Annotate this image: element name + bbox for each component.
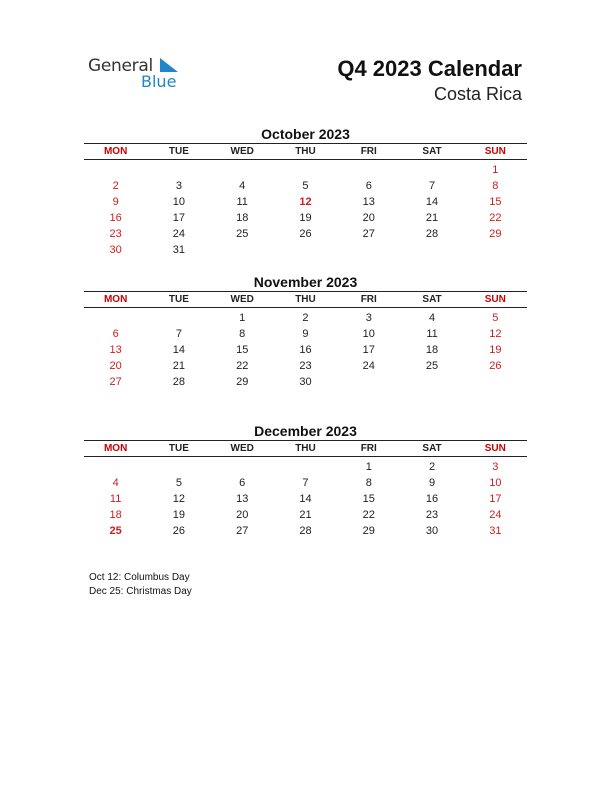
calendar-title: Q4 2023 Calendar <box>337 56 522 81</box>
day-cell: 9 <box>428 477 436 489</box>
day-cell: 17 <box>362 344 375 356</box>
day-cell: 24 <box>362 360 375 372</box>
day-cell: 25 <box>236 228 249 240</box>
country-subtitle: Costa Rica <box>433 84 522 104</box>
month-december <box>84 422 527 539</box>
day-cell: 22 <box>362 509 375 521</box>
day-cell: 11 <box>426 328 438 340</box>
day-cell: 14 <box>172 344 186 356</box>
day-cell: 31 <box>489 525 502 537</box>
week-row <box>84 475 527 491</box>
day-cell: 10 <box>172 196 186 208</box>
day-cell: 25 <box>109 525 122 537</box>
day-cell: 27 <box>362 228 375 240</box>
day-cell: 5 <box>175 477 182 489</box>
holiday-item: Dec 25: Christmas Day <box>89 586 192 597</box>
week-row <box>84 242 527 258</box>
week-row <box>84 491 527 507</box>
day-cell <box>84 162 147 178</box>
day-cell: 4 <box>112 477 119 489</box>
day-cell: 21 <box>299 509 312 521</box>
day-cell: 19 <box>299 212 312 224</box>
week-row <box>84 358 527 374</box>
day-cell <box>337 242 400 258</box>
day-cell <box>147 459 210 475</box>
day-cell: 21 <box>172 360 186 372</box>
day-cell: 3 <box>365 312 372 324</box>
day-cell: 23 <box>425 509 439 521</box>
weekday-header-row <box>84 441 527 456</box>
day-cell <box>337 374 400 390</box>
day-cell: 10 <box>362 328 375 340</box>
day-cell: 29 <box>236 376 249 388</box>
week-row <box>84 342 527 358</box>
day-cell: 12 <box>299 196 312 208</box>
day-cell: 15 <box>362 493 375 505</box>
logo-blue-text: Blue <box>141 72 177 91</box>
day-cell: 5 <box>302 180 309 192</box>
week-row <box>84 374 527 390</box>
weekday-header: THU <box>295 443 316 454</box>
weekday-header-row <box>84 292 527 307</box>
day-cell: 28 <box>299 525 312 537</box>
day-cell: 4 <box>428 312 436 324</box>
weekday-header: WED <box>230 294 254 305</box>
weekday-header: MON <box>103 294 128 305</box>
weekday-header: MON <box>103 146 128 157</box>
day-cell: 8 <box>239 328 246 340</box>
day-cell <box>464 242 527 258</box>
week-row <box>84 194 527 210</box>
day-cell: 26 <box>489 360 502 372</box>
week-row <box>84 162 527 178</box>
day-cell <box>211 242 274 258</box>
day-cell: 28 <box>425 228 439 240</box>
day-cell: 8 <box>492 180 499 192</box>
day-cell: 22 <box>236 360 249 372</box>
weekday-header: THU <box>295 146 316 157</box>
weekday-header: SAT <box>422 443 442 454</box>
day-cell: 17 <box>172 212 186 224</box>
week-row <box>84 226 527 242</box>
day-cell: 9 <box>302 328 309 340</box>
holiday-item: Oct 12: Columbus Day <box>89 572 190 583</box>
day-cell: 16 <box>109 212 122 224</box>
day-cell: 12 <box>172 493 186 505</box>
month-title: December 2023 <box>254 423 357 439</box>
day-cell: 16 <box>425 493 439 505</box>
weekday-header: FRI <box>360 294 377 305</box>
day-cell: 31 <box>172 244 186 256</box>
day-cell: 1 <box>239 312 246 324</box>
weekday-header: WED <box>230 146 254 157</box>
day-cell: 15 <box>236 344 249 356</box>
day-cell: 30 <box>425 525 439 537</box>
day-cell: 26 <box>299 228 312 240</box>
day-cell: 10 <box>489 477 502 489</box>
weekday-header: TUE <box>168 146 189 157</box>
weekday-header: WED <box>230 443 254 454</box>
day-cell: 5 <box>492 312 499 324</box>
day-cell <box>274 242 337 258</box>
day-cell: 4 <box>239 180 246 192</box>
day-cell: 16 <box>299 344 312 356</box>
day-cell: 2 <box>428 461 436 473</box>
day-cell: 30 <box>109 244 122 256</box>
month-title: October 2023 <box>261 126 350 142</box>
day-cell: 7 <box>428 180 436 192</box>
day-cell: 13 <box>109 344 122 356</box>
day-cell: 18 <box>236 212 249 224</box>
day-cell <box>400 374 463 390</box>
weekday-header: SUN <box>484 443 506 454</box>
holiday-list <box>89 571 192 599</box>
day-cell: 6 <box>365 180 372 192</box>
day-cell <box>147 310 210 326</box>
day-cell <box>274 459 337 475</box>
day-cell <box>400 242 463 258</box>
day-cell: 2 <box>302 312 309 324</box>
day-cell: 6 <box>239 477 246 489</box>
day-cell: 20 <box>109 360 122 372</box>
day-cell <box>337 162 400 178</box>
weekday-header: MON <box>103 443 128 454</box>
day-cell: 20 <box>236 509 249 521</box>
week-row <box>84 178 527 194</box>
day-cell: 23 <box>109 228 122 240</box>
day-cell: 25 <box>425 360 439 372</box>
generalblue-logo <box>88 56 188 96</box>
day-cell: 21 <box>425 212 439 224</box>
day-cell: 7 <box>175 328 182 340</box>
week-row <box>84 523 527 539</box>
day-cell <box>274 162 337 178</box>
weekday-header: TUE <box>168 294 189 305</box>
weekday-header: SAT <box>422 294 442 305</box>
day-cell <box>211 459 274 475</box>
week-row <box>84 326 527 342</box>
logo-general-text: General <box>88 56 153 76</box>
day-cell: 18 <box>425 344 439 356</box>
day-cell <box>84 459 147 475</box>
day-cell: 26 <box>172 525 186 537</box>
day-cell: 11 <box>109 493 122 505</box>
month-title: November 2023 <box>253 274 358 290</box>
day-cell <box>84 310 147 326</box>
day-cell: 1 <box>492 164 499 176</box>
day-cell: 29 <box>489 228 502 240</box>
weekday-header: FRI <box>360 146 377 157</box>
weekday-header: SUN <box>484 146 506 157</box>
day-cell: 2 <box>112 180 119 192</box>
day-cell <box>147 162 210 178</box>
day-cell: 22 <box>489 212 502 224</box>
week-row <box>84 459 527 475</box>
weekday-header-row <box>84 144 527 159</box>
day-cell: 7 <box>302 477 309 489</box>
day-cell: 24 <box>489 509 502 521</box>
day-cell: 19 <box>489 344 502 356</box>
day-cell: 19 <box>172 509 186 521</box>
day-cell: 30 <box>299 376 312 388</box>
day-cell: 3 <box>175 180 182 192</box>
weekday-header: TUE <box>168 443 189 454</box>
day-cell: 6 <box>112 328 119 340</box>
day-cell: 9 <box>112 196 119 208</box>
day-cell: 23 <box>299 360 312 372</box>
day-cell: 3 <box>492 461 499 473</box>
day-cell: 20 <box>362 212 375 224</box>
day-cell: 27 <box>109 376 122 388</box>
week-row <box>84 210 527 226</box>
weekday-header: FRI <box>360 443 377 454</box>
month-october <box>84 125 527 258</box>
day-cell: 14 <box>425 196 439 208</box>
day-cell <box>464 374 527 390</box>
weekday-header: THU <box>295 294 316 305</box>
day-cell <box>400 162 463 178</box>
week-row <box>84 310 527 326</box>
day-cell: 29 <box>362 525 375 537</box>
weekday-header: SUN <box>484 294 506 305</box>
day-cell: 17 <box>489 493 502 505</box>
day-cell: 12 <box>489 328 502 340</box>
month-november <box>84 273 527 390</box>
day-cell: 1 <box>365 461 372 473</box>
day-cell: 14 <box>299 493 312 505</box>
day-cell: 8 <box>365 477 372 489</box>
day-cell: 28 <box>172 376 186 388</box>
weekday-header: SAT <box>422 146 442 157</box>
day-cell: 13 <box>236 493 249 505</box>
week-row <box>84 507 527 523</box>
day-cell: 18 <box>109 509 122 521</box>
day-cell: 13 <box>362 196 375 208</box>
day-cell: 15 <box>489 196 502 208</box>
day-cell: 27 <box>236 525 249 537</box>
day-cell: 11 <box>236 196 248 208</box>
day-cell: 24 <box>172 228 186 240</box>
day-cell <box>211 162 274 178</box>
